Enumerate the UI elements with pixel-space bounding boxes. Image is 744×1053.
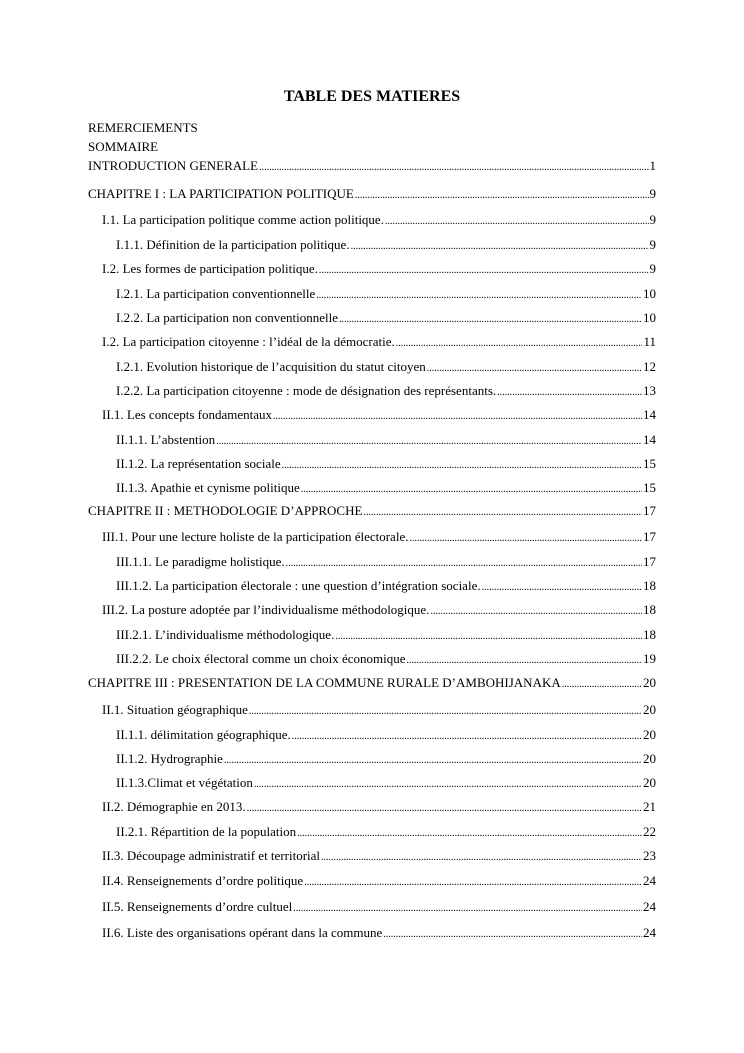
toc-entry-ii-1-2-hydrographie[interactable] bbox=[116, 751, 656, 769]
toc-page-number: 14 bbox=[643, 432, 656, 447]
toc-entry-label: III.2. La posture adoptée par l’individualisme méthodologique. bbox=[102, 602, 430, 617]
toc-page-number: 14 bbox=[643, 407, 656, 422]
toc-leader-dots bbox=[297, 826, 642, 842]
toc-entry-introduction[interactable] bbox=[88, 158, 656, 176]
toc-leader-dots bbox=[355, 188, 649, 204]
toc-entry-label: III.1.1. Le paradigme holistique. bbox=[116, 554, 285, 569]
toc-entry-label: I.2.1. Evolution historique de l’acquisition du statut citoyen bbox=[116, 359, 426, 374]
toc-entry-label: I.1.1. Définition de la participation politique. bbox=[116, 237, 350, 252]
toc-entry-label: I.2. Les formes de participation politique. bbox=[102, 261, 318, 276]
toc-page-number: 15 bbox=[643, 456, 656, 471]
toc-page-number: 11 bbox=[643, 334, 656, 349]
toc-leader-dots bbox=[321, 850, 642, 866]
toc-entry-iii-1-1-paradigme[interactable] bbox=[116, 554, 656, 572]
toc-entry-i-2-formes[interactable] bbox=[102, 261, 656, 279]
toc-entry-iii-1-2-integration[interactable] bbox=[116, 578, 656, 596]
toc-entry-label: II.1.1. délimitation géographique. bbox=[116, 727, 291, 742]
toc-entry-i-2-2-non-conventionnelle[interactable] bbox=[116, 310, 656, 328]
toc-entry-chapitre-2[interactable] bbox=[88, 503, 656, 521]
toc-leader-dots bbox=[482, 580, 642, 596]
toc-entry-ii-2-1-repartition[interactable] bbox=[116, 824, 656, 842]
toc-entry-ii-2-demographie[interactable] bbox=[102, 799, 656, 817]
toc-page-number: 20 bbox=[643, 675, 656, 690]
toc-page-number: 20 bbox=[643, 702, 656, 717]
toc-leader-dots bbox=[497, 385, 642, 401]
toc-entry-label: INTRODUCTION GENERALE bbox=[88, 158, 259, 173]
toc-page-number: 21 bbox=[643, 799, 656, 814]
toc-leader-dots bbox=[316, 288, 642, 304]
toc-page-number: 9 bbox=[649, 237, 656, 252]
toc-leader-dots bbox=[363, 505, 642, 521]
toc-entry-chapitre-3[interactable] bbox=[88, 675, 656, 693]
toc-page-number: 23 bbox=[643, 848, 656, 863]
toc-page-number: 10 bbox=[643, 286, 656, 301]
toc-entry-iii-2-posture[interactable] bbox=[102, 602, 656, 620]
toc-page-number: 17 bbox=[643, 554, 656, 569]
page-title: TABLE DES MATIERES bbox=[283, 88, 461, 105]
toc-entry-label: III.2.1. L’individualisme méthodologique. bbox=[116, 627, 335, 642]
toc-leader-dots bbox=[286, 556, 642, 572]
toc-entry-label: I.1. La participation politique comme action politique. bbox=[102, 212, 384, 227]
toc-entry-label: II.1. Les concepts fondamentaux bbox=[102, 407, 273, 422]
toc-leader-dots bbox=[273, 409, 642, 425]
toc-entry-i-2-1-evolution[interactable] bbox=[116, 359, 656, 377]
toc-leader-dots bbox=[409, 531, 642, 547]
toc-page-number: 24 bbox=[643, 925, 656, 940]
toc-page-number: 19 bbox=[643, 651, 656, 666]
front-item-remerciements: REMERCIEMENTS bbox=[88, 120, 198, 135]
toc-leader-dots bbox=[562, 677, 642, 693]
toc-entry-label: CHAPITRE I : LA PARTICIPATION POLITIQUE bbox=[88, 186, 354, 201]
toc-page-number: 24 bbox=[643, 899, 656, 914]
toc-leader-dots bbox=[293, 901, 642, 917]
toc-entry-label: II.3. Découpage administratif et territorial bbox=[102, 848, 321, 863]
toc-entry-ii-3-decoupage[interactable] bbox=[102, 848, 656, 866]
toc-page-number: 17 bbox=[643, 529, 656, 544]
toc-leader-dots bbox=[383, 927, 642, 943]
toc-leader-dots bbox=[407, 653, 642, 669]
toc-entry-iii-2-1-individualisme[interactable] bbox=[116, 627, 656, 645]
toc-entry-ii-1-1-delimitation[interactable] bbox=[116, 727, 656, 745]
front-item-sommaire: SOMMAIRE bbox=[88, 139, 159, 154]
toc-entry-ii-1-situation[interactable] bbox=[102, 702, 656, 720]
toc-page-number: 12 bbox=[643, 359, 656, 374]
toc-entry-label: II.5. Renseignements d’ordre cultuel bbox=[102, 899, 293, 914]
toc-leader-dots bbox=[254, 777, 642, 793]
toc-leader-dots bbox=[292, 729, 642, 745]
toc-entry-label: II.1.1. L’abstention bbox=[116, 432, 216, 447]
toc-leader-dots bbox=[339, 312, 642, 328]
toc-entry-ii-5-cultuel[interactable] bbox=[102, 899, 656, 917]
toc-entry-iii-2-2-choix-economique[interactable] bbox=[116, 651, 656, 669]
toc-page-number: 13 bbox=[643, 383, 656, 398]
toc-page-number: 9 bbox=[649, 186, 656, 201]
toc-entry-label: III.1. Pour une lecture holiste de la participation électorale. bbox=[102, 529, 409, 544]
toc-entry-i-2-citoyenne[interactable] bbox=[102, 334, 656, 352]
toc-entry-ii-1-concepts[interactable] bbox=[102, 407, 656, 425]
toc-entry-i-1-1[interactable] bbox=[116, 237, 656, 255]
toc-entry-label: II.1.3.Climat et végétation bbox=[116, 775, 253, 790]
toc-entry-label: I.2. La participation citoyenne : l’idéal de la démocratie. bbox=[102, 334, 395, 349]
toc-leader-dots bbox=[304, 875, 642, 891]
toc-page-number: 18 bbox=[643, 602, 656, 617]
toc-page-number: 17 bbox=[643, 503, 656, 518]
toc-entry-label: CHAPITRE III : PRESENTATION DE LA COMMUNE RURALE D’AMBOHIJANAKA bbox=[88, 675, 561, 690]
toc-leader-dots bbox=[396, 336, 643, 352]
toc-page-number: 10 bbox=[643, 310, 656, 325]
toc-page-number: 9 bbox=[649, 212, 656, 227]
toc-entry-label: I.2.2. La participation citoyenne : mode de désignation des représentants. bbox=[116, 383, 497, 398]
toc-entry-label: II.1.2. La représentation sociale bbox=[116, 456, 281, 471]
toc-page-number: 18 bbox=[643, 627, 656, 642]
toc-entry-label: II.2.1. Répartition de la population bbox=[116, 824, 297, 839]
toc-entry-label: II.2. Démographie en 2013. bbox=[102, 799, 246, 814]
toc-page-number: 1 bbox=[649, 158, 656, 173]
toc-page-number: 20 bbox=[643, 751, 656, 766]
toc-entry-iii-1-holiste[interactable] bbox=[102, 529, 656, 547]
toc-entry-label: II.1.3. Apathie et cynisme politique bbox=[116, 480, 300, 495]
toc-page-number: 24 bbox=[643, 873, 656, 888]
toc-entry-label: III.2.2. Le choix électoral comme un choix économique bbox=[116, 651, 406, 666]
toc-leader-dots bbox=[224, 753, 642, 769]
toc-entry-label: I.2.1. La participation conventionnelle bbox=[116, 286, 316, 301]
toc-page-number: 22 bbox=[643, 824, 656, 839]
toc-entry-label: II.1. Situation géographique bbox=[102, 702, 248, 717]
toc-page-number: 20 bbox=[643, 727, 656, 742]
toc-page-number: 20 bbox=[643, 775, 656, 790]
toc-entry-chapitre-1[interactable] bbox=[88, 186, 656, 204]
toc-entry-i-2-1-conventionnelle[interactable] bbox=[116, 286, 656, 304]
toc-entry-ii-1-2-representation[interactable] bbox=[116, 456, 656, 474]
toc-leader-dots bbox=[385, 214, 649, 230]
toc-entry-ii-6-organisations[interactable] bbox=[102, 925, 656, 943]
toc-leader-dots bbox=[427, 361, 642, 377]
toc-entry-ii-4-politique[interactable] bbox=[102, 873, 656, 891]
toc-entry-label: II.1.2. Hydrographie bbox=[116, 751, 223, 766]
toc-leader-dots bbox=[430, 604, 642, 620]
toc-leader-dots bbox=[247, 801, 642, 817]
toc-page-number: 15 bbox=[643, 480, 656, 495]
toc-page-number: 9 bbox=[649, 261, 656, 276]
toc-entry-label: II.6. Liste des organisations opérant dans la commune bbox=[102, 925, 383, 940]
toc-page-number: 18 bbox=[643, 578, 656, 593]
toc-leader-dots bbox=[335, 629, 642, 645]
toc-entry-label: CHAPITRE II : METHODOLOGIE D’APPROCHE bbox=[88, 503, 363, 518]
toc-leader-dots bbox=[319, 263, 649, 279]
toc-entry-i-2-2-mode-designation[interactable] bbox=[116, 383, 656, 401]
toc-entry-label: I.2.2. La participation non conventionnelle bbox=[116, 310, 339, 325]
toc-entry-ii-1-1-abstention[interactable] bbox=[116, 432, 656, 450]
toc-entry-i-1[interactable] bbox=[102, 212, 656, 230]
toc-leader-dots bbox=[282, 458, 642, 474]
toc-leader-dots bbox=[351, 239, 649, 255]
toc-leader-dots bbox=[249, 704, 642, 720]
toc-entry-label: III.1.2. La participation électorale : une question d’intégration sociale. bbox=[116, 578, 481, 593]
toc-leader-dots bbox=[216, 434, 642, 450]
toc-entry-label: II.4. Renseignements d’ordre politique bbox=[102, 873, 304, 888]
toc-entry-ii-1-3-apathie[interactable] bbox=[116, 480, 656, 498]
toc-leader-dots bbox=[301, 482, 642, 498]
toc-leader-dots bbox=[259, 160, 648, 176]
toc-entry-ii-1-3-climat[interactable] bbox=[116, 775, 656, 793]
